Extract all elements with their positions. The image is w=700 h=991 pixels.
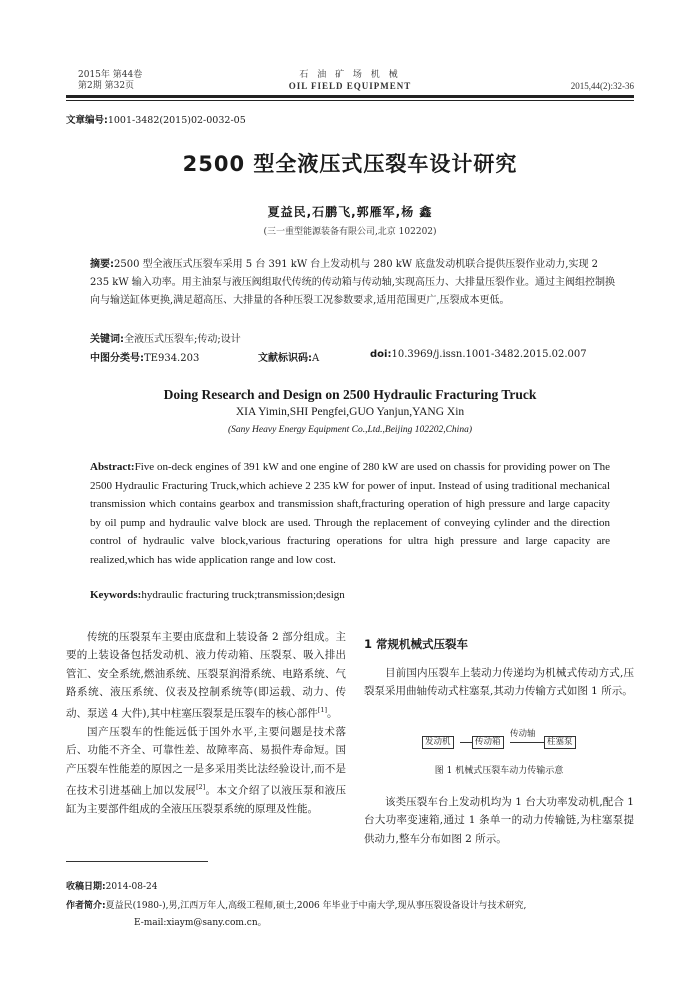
keywords-cn-label: 关键词: <box>90 334 124 345</box>
paper-title: 2500 型全液压式压裂车设计研究 <box>182 152 518 176</box>
footnote-received <box>66 879 158 892</box>
header-rule-thin <box>66 100 634 101</box>
footnote-author <box>66 898 636 932</box>
body-text-end: 。本文介绍了以液压泵和液压缸为主要部件组成的全液压压裂泵系统的原理及性能。 <box>66 784 347 815</box>
journal-name-en: OIL FIELD EQUIPMENT <box>288 81 412 91</box>
doi <box>370 349 587 360</box>
body-paragraph <box>66 723 346 818</box>
doi-value: 10.3969/j.issn.1001-3482.2015.02.007 <box>391 349 587 360</box>
author-email: E-mail:xiaym@sany.com.cn。 <box>134 918 267 928</box>
keywords-en-label: Keywords: <box>90 589 142 601</box>
paper-affiliation: (三一重型能源装备有限公司,北京 102202) <box>263 227 437 237</box>
body-right-column-bottom <box>364 793 634 848</box>
body-paragraph: 目前国内压裂车上装动力传递均为机械式传动方式,压裂泵采用曲轴传动式柱塞泵,其动力传输方式如图 1 所示。 <box>364 667 634 698</box>
document-code-label: 文献标识码: <box>258 353 312 364</box>
diagram-box-pump: 柱塞泵 <box>544 736 576 749</box>
citation-ref: [1] <box>317 706 328 715</box>
doi-label: doi: <box>370 349 392 360</box>
author-bio: 夏益民(1980-),男,江西万年人,高级工程师,硕士,2006 年毕业于中南大学,现从事压裂设备设计与技术研究, <box>105 901 527 911</box>
body-text: 国产压裂车的性能远低于国外水平,主要问题是技术落后、功能不齐全、可靠性差、故障率高、易损件寿命短。国产压裂车性能差的原因之一是多采用类比法经验设计,而不是在技术引进基础上加以发展 <box>66 725 346 797</box>
figure-1-diagram <box>364 728 634 758</box>
abstract-cn-label: 摘要: <box>90 259 114 270</box>
abstract-cn <box>90 256 620 310</box>
figure-1-caption: 图 1 机械式压裂车动力传输示意 <box>434 766 564 776</box>
document-code <box>258 349 319 364</box>
journal-year-volume: 2015年 第44卷 <box>78 70 143 80</box>
abstract-cn-text: 2500 型全液压式压裂车采用 5 台 391 kW 台上发动机与 280 kW 底盘发动机联合提供压裂作业动力,实现 2 235 kW 输入功率。用主油泵与液压阀组取代传统的传动箱与传动轴,实现高压力、大排量压裂作业。通过主阀组控制换向与输送缸体更换,满足超高压、大排量的各种压裂工况参数要求,适用范围更广,压裂成本更低。 <box>90 259 615 306</box>
diagram-box-gearbox: 传动箱 <box>472 736 504 749</box>
author-bio-label: 作者简介: <box>66 901 106 911</box>
received-label: 收稿日期: <box>66 882 106 892</box>
keywords-en-value: hydraulic fracturing truck;transmission;design <box>141 589 345 601</box>
body-paragraph: 该类压裂车台上发动机均为 1 台大功率发动机,配合 1 台大功率变速箱,通过 1 条单一的动力传输链,为柱塞泵提供动力,整车分布如图 2 所示。 <box>364 796 634 845</box>
article-number-value: 1001-3482(2015)02-0032-05 <box>107 115 246 126</box>
journal-citation: 2015,44(2):32-36 <box>570 81 634 91</box>
citation-ref: [2] <box>195 782 206 791</box>
clc-number <box>90 349 199 364</box>
body-right-column-top <box>364 664 634 701</box>
paper-authors-en: XIA Yimin,SHI Pengfei,GUO Yanjun,YANG Xin <box>235 406 465 418</box>
diagram-connector <box>460 742 472 743</box>
keywords-cn-value: 全液压式压裂车;传动;设计 <box>124 334 241 345</box>
article-number <box>66 112 246 126</box>
journal-name-cn: 石 油 矿 场 机 械 <box>299 70 401 80</box>
body-text: 传统的压裂泵车主要由底盘和上装设备 2 部分组成。主要的上装设备包括发动机、液力传动箱、压裂泵、吸入排出管汇、安全系统,燃油系统、压裂泵润滑系统、电路系统、气路系统、液压系统、仪表及控制系统等(即运载、动力、传动、泵送 4 大件),其中柱塞压裂泵是压裂车的核心部件 <box>66 631 346 720</box>
diagram-box-engine: 发动机 <box>422 736 454 749</box>
keywords-cn <box>90 330 241 345</box>
body-paragraph <box>66 628 346 723</box>
header-rule-thick <box>66 95 634 98</box>
section-heading: 1 常规机械式压裂车 <box>364 637 469 651</box>
keywords-en <box>90 589 345 601</box>
received-date: 2014-08-24 <box>105 882 158 892</box>
article-number-label: 文章编号: <box>66 115 108 126</box>
body-text-end: 。 <box>327 707 338 720</box>
paper-title-en: Doing Research and Design on 2500 Hydraulic Fracturing Truck <box>163 387 537 402</box>
clc-value: TE934.203 <box>144 353 200 364</box>
paper-authors: 夏益民,石鹏飞,郭雁军,杨 鑫 <box>267 205 433 219</box>
document-code-value: A <box>312 353 320 364</box>
abstract-en <box>90 458 610 569</box>
paper-affiliation-en: (Sany Heavy Energy Equipment Co.,Ltd.,Beijing 102202,China) <box>228 425 472 435</box>
diagram-label-shaft: 传动轴 <box>510 729 536 739</box>
abstract-en-label: Abstract: <box>90 461 135 473</box>
journal-issue-page: 第2期 第32页 <box>78 81 135 91</box>
clc-label: 中图分类号: <box>90 353 144 364</box>
body-left-column <box>66 628 346 818</box>
footnote-rule <box>66 861 208 862</box>
abstract-en-text: Five on-deck engines of 391 kW and one engine of 280 kW are used on chassis for providing power on The 2500 Hydraulic Fracturing Truck,which achieve 2 235 kW for power of input. Instead of using traditional mechanical transmission which contains gearbox and transmission shaft,fracturing operation of high pressure and large capacity by oil pump and hydraulic valve block are used. Through the replacement of conveying cylinder and the direction control of hydraulic valve block,various fracturing operations for ultra high pressure and large capacity are realized,which has wide application range and low cost. <box>90 461 610 566</box>
diagram-connector <box>510 742 544 743</box>
